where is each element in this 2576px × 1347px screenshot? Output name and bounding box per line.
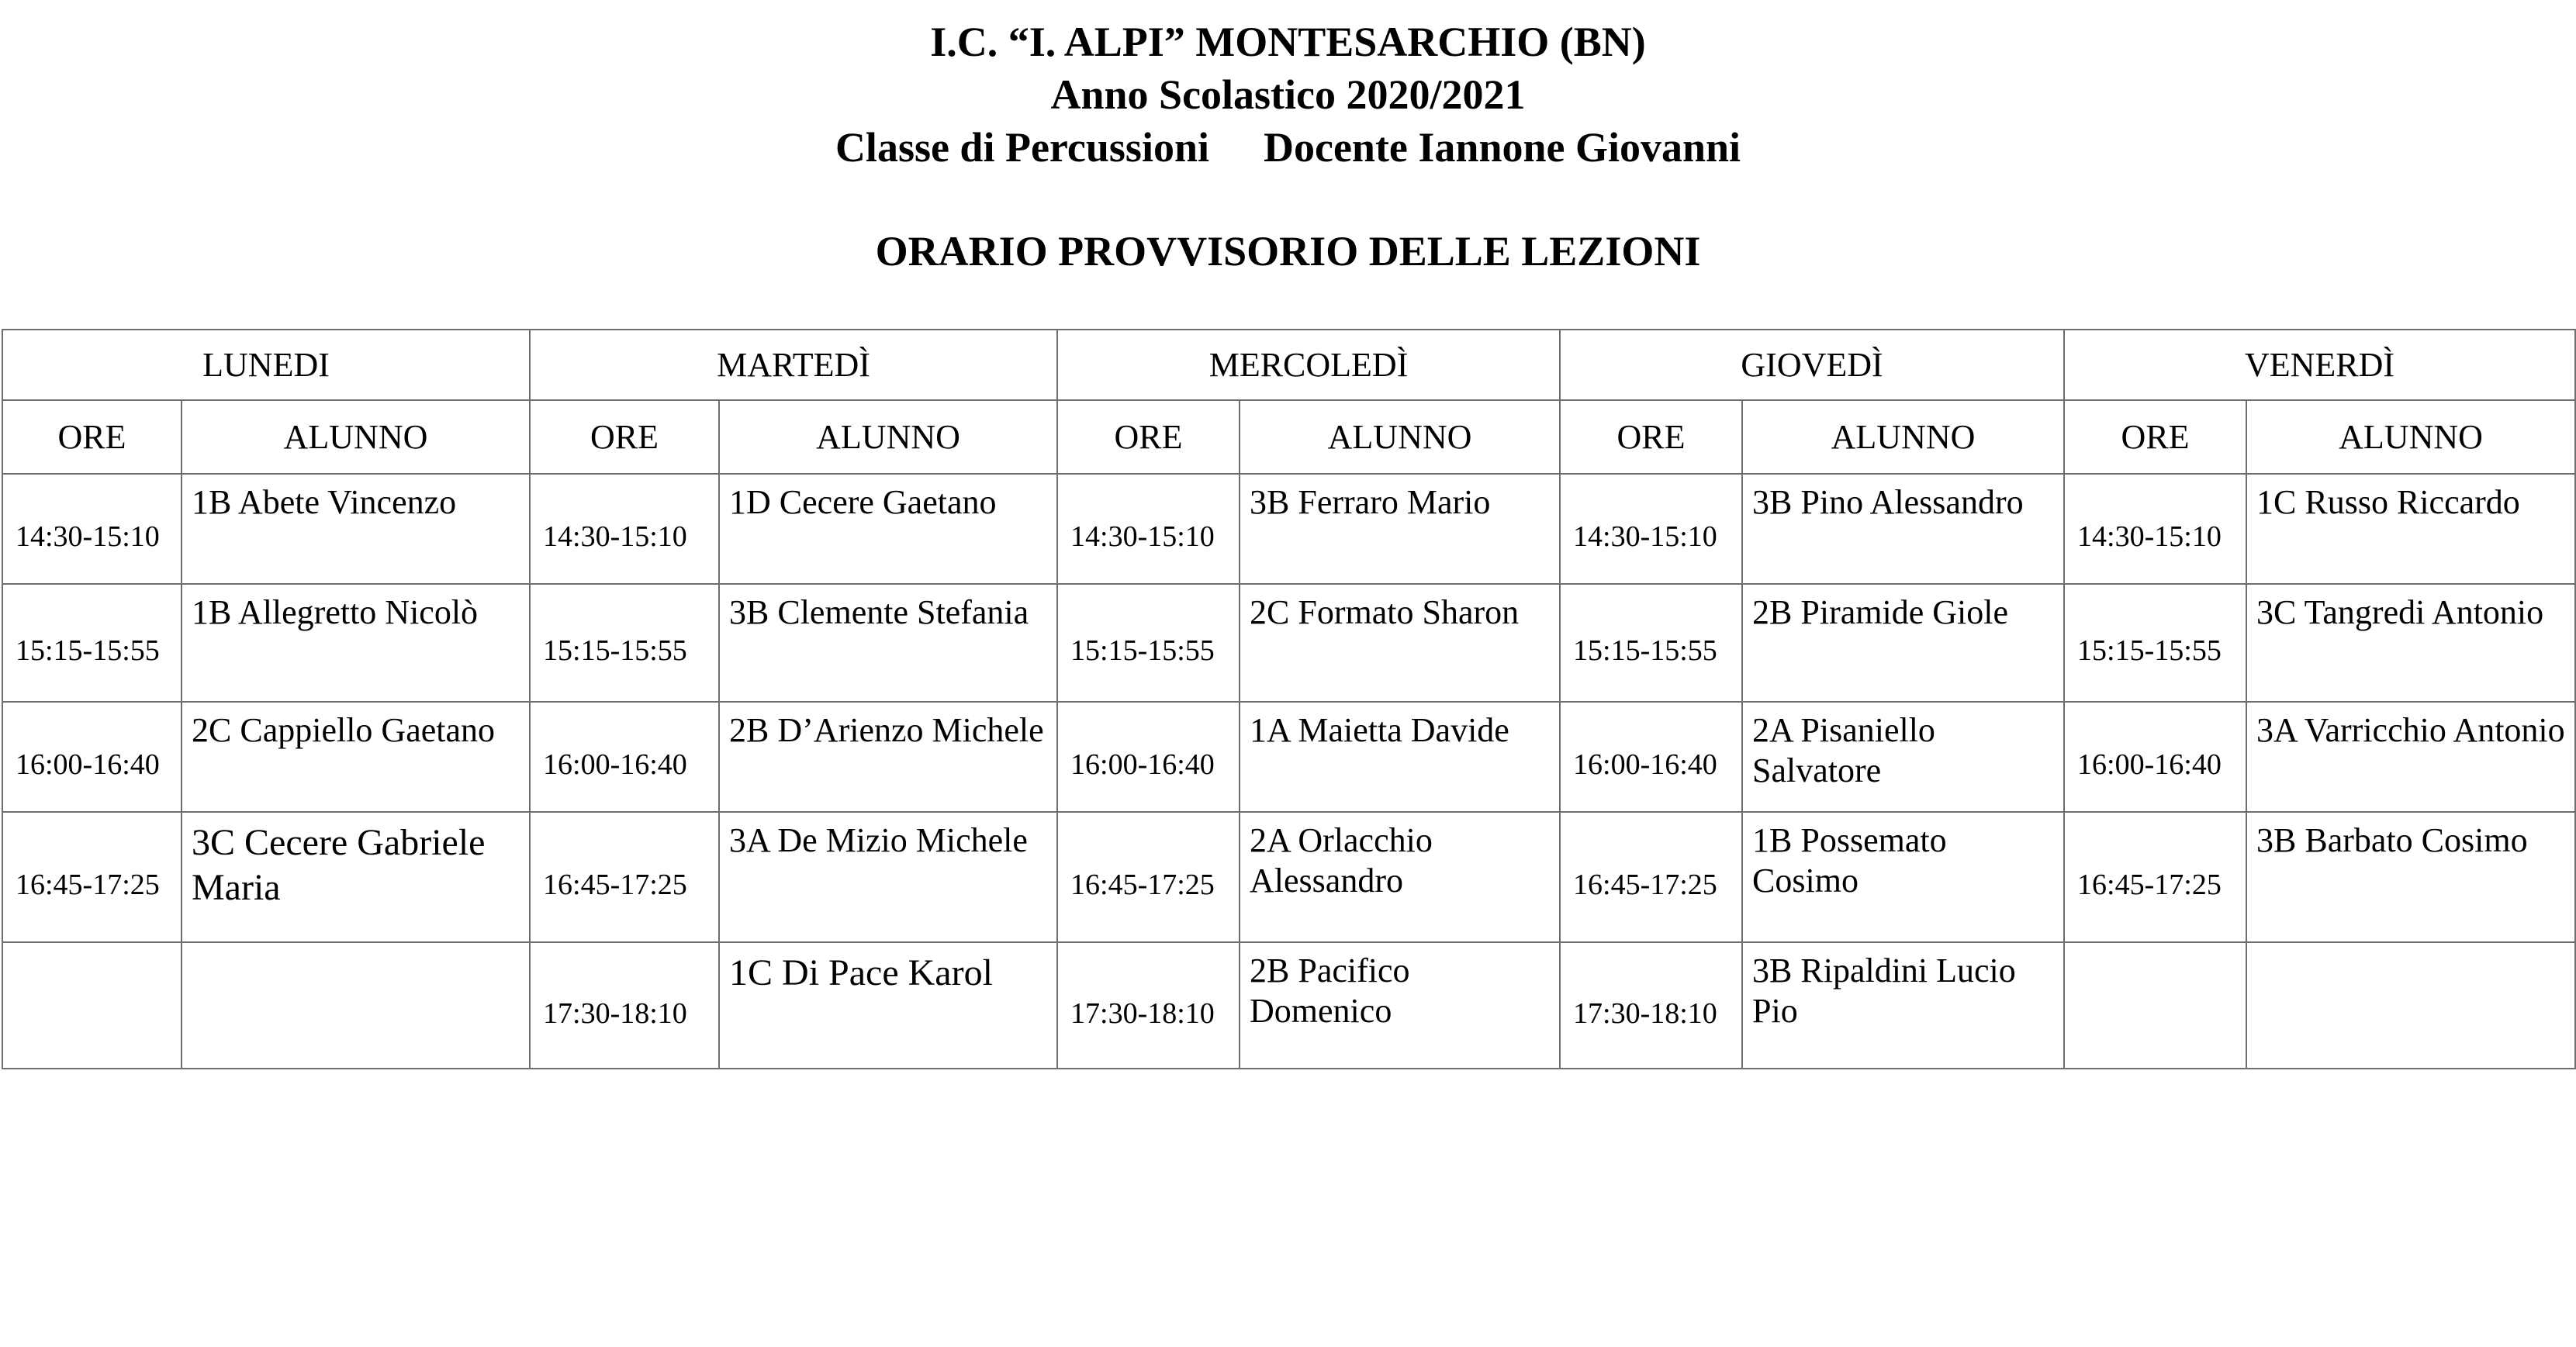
student-name: 3B Clemente Stefania	[719, 584, 1057, 702]
column-header-time: ORE	[1057, 400, 1240, 474]
lesson-time: 16:00-16:40	[530, 702, 719, 812]
column-header-student: ALUNNO	[182, 400, 530, 474]
student-name: 2B D’Arienzo Michele	[719, 702, 1057, 812]
day-header: VENERDÌ	[2064, 330, 2575, 400]
day-header-row	[2, 330, 2575, 400]
student-name: 3A De Mizio Michele	[719, 812, 1057, 942]
table-row	[2, 584, 2575, 702]
student-name: 2A Pisaniello Salvatore	[1742, 702, 2064, 812]
lesson-time: 15:15-15:55	[2064, 584, 2246, 702]
day-header: GIOVEDÌ	[1560, 330, 2064, 400]
student-name: 2A Orlacchio Alessandro	[1240, 812, 1560, 942]
column-header-row	[2, 400, 2575, 474]
lesson-time: 16:45-17:25	[1560, 812, 1742, 942]
student-name: 1B Possemato Cosimo	[1742, 812, 2064, 942]
student-name	[2246, 942, 2575, 1069]
lesson-time: 17:30-18:10	[1057, 942, 1240, 1069]
student-name: 3B Pino Alessandro	[1742, 474, 2064, 584]
student-name: 3B Barbato Cosimo	[2246, 812, 2575, 942]
lesson-time: 16:00-16:40	[1057, 702, 1240, 812]
student-name: 3B Ripaldini Lucio Pio	[1742, 942, 2064, 1069]
student-name	[182, 942, 530, 1069]
student-name: 2B Piramide Giole	[1742, 584, 2064, 702]
student-name: 2C Formato Sharon	[1240, 584, 1560, 702]
lesson-time	[2, 942, 182, 1069]
lesson-time: 16:45-17:25	[530, 812, 719, 942]
lesson-time: 15:15-15:55	[1560, 584, 1742, 702]
lesson-time: 15:15-15:55	[2, 584, 182, 702]
lesson-time: 17:30-18:10	[530, 942, 719, 1069]
column-header-time: ORE	[530, 400, 719, 474]
table-row	[2, 812, 2575, 942]
lesson-time: 15:15-15:55	[530, 584, 719, 702]
day-header: MERCOLEDÌ	[1057, 330, 1560, 400]
lesson-time: 14:30-15:10	[2, 474, 182, 584]
document-title: ORARIO PROVVISORIO DELLE LEZIONI	[875, 228, 1701, 275]
school-name: I.C. “I. ALPI” MONTESARCHIO (BN)	[930, 19, 1646, 65]
schedule-table	[2, 329, 2576, 1069]
column-header-student: ALUNNO	[719, 400, 1057, 474]
class-teacher-line	[0, 123, 2576, 172]
column-header-student: ALUNNO	[1742, 400, 2064, 474]
column-header-student: ALUNNO	[2246, 400, 2575, 474]
student-name: 2B Pacifico Domenico	[1240, 942, 1560, 1069]
column-header-time: ORE	[1560, 400, 1742, 474]
column-header-time: ORE	[2, 400, 182, 474]
student-name: 3C Cecere Gabriele Maria	[182, 812, 530, 942]
lesson-time: 16:00-16:40	[2064, 702, 2246, 812]
table-row	[2, 474, 2575, 584]
student-name: 1D Cecere Gaetano	[719, 474, 1057, 584]
lesson-time: 16:00-16:40	[2, 702, 182, 812]
class-name: Classe di Percussioni	[835, 124, 1209, 171]
lesson-time: 16:00-16:40	[1560, 702, 1742, 812]
student-name: 1B Abete Vincenzo	[182, 474, 530, 584]
lesson-time: 16:45-17:25	[2064, 812, 2246, 942]
lesson-time: 14:30-15:10	[1560, 474, 1742, 584]
day-header: LUNEDI	[2, 330, 530, 400]
table-row	[2, 942, 2575, 1069]
lesson-time: 14:30-15:10	[530, 474, 719, 584]
table-row	[2, 702, 2575, 812]
lesson-time: 17:30-18:10	[1560, 942, 1742, 1069]
student-name: 3B Ferraro Mario	[1240, 474, 1560, 584]
teacher-name: Docente Iannone Giovanni	[1263, 124, 1741, 171]
lesson-time: 15:15-15:55	[1057, 584, 1240, 702]
student-name: 1A Maietta Davide	[1240, 702, 1560, 812]
day-header: MARTEDÌ	[530, 330, 1057, 400]
column-header-student: ALUNNO	[1240, 400, 1560, 474]
lesson-time	[2064, 942, 2246, 1069]
school-year: Anno Scolastico 2020/2021	[1050, 71, 1526, 118]
student-name: 2C Cappiello Gaetano	[182, 702, 530, 812]
lesson-time: 16:45-17:25	[1057, 812, 1240, 942]
lesson-time: 14:30-15:10	[2064, 474, 2246, 584]
student-name: 3C Tangredi Antonio	[2246, 584, 2575, 702]
lesson-time: 16:45-17:25	[2, 812, 182, 942]
student-name: 1C Di Pace Karol	[719, 942, 1057, 1069]
column-header-time: ORE	[2064, 400, 2246, 474]
lesson-time: 14:30-15:10	[1057, 474, 1240, 584]
student-name: 3A Varricchio Antonio	[2246, 702, 2575, 812]
student-name: 1B Allegretto Nicolò	[182, 584, 530, 702]
student-name: 1C Russo Riccardo	[2246, 474, 2575, 584]
